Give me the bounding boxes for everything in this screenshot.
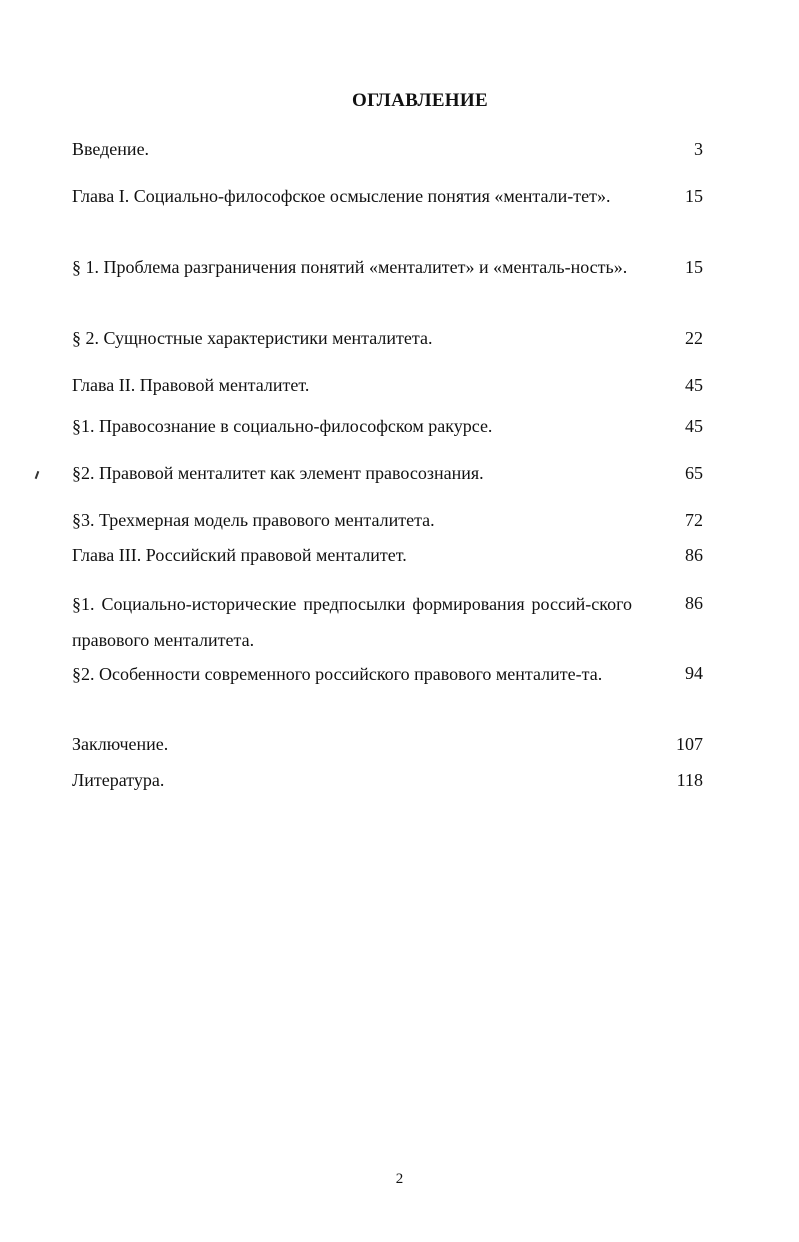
toc-entry-chapter-2: Глава II. Правовой менталитет. — [72, 375, 310, 395]
toc-entry-chapter-3: Глава III. Российский правовой менталитет. — [72, 545, 407, 565]
toc-title: ОГЛАВЛЕНИЕ — [352, 90, 488, 111]
toc-page-number: 15 — [685, 257, 703, 277]
toc-page-number: 65 — [685, 463, 703, 483]
scan-speck — [35, 471, 40, 479]
toc-entry-section-2-3: §3. Трехмерная модель правового менталитета. — [72, 510, 435, 530]
toc-entry-chapter-1: Глава I. Социально-философское осмысление понятия «ментали-тет». — [72, 186, 611, 206]
toc-page-number: 94 — [685, 663, 703, 683]
toc-page-number: 72 — [685, 510, 703, 530]
toc-page-number: 118 — [676, 770, 703, 790]
toc-entry-conclusion: Заключение. — [72, 734, 169, 754]
toc-page-number: 45 — [685, 416, 703, 436]
toc-entry-section-2-2: §2. Правовой менталитет как элемент правосознания. — [72, 463, 484, 483]
toc-entry-section-1-1: § 1. Проблема разграничения понятий «менталитет» и «менталь-ность». — [72, 257, 628, 277]
toc-page-number: 86 — [685, 545, 703, 565]
toc-entry-section-1-2: § 2. Сущностные характеристики менталитета. — [72, 328, 433, 348]
toc-entry-literature: Литература. — [72, 770, 165, 790]
page-number: 2 — [395, 1171, 404, 1187]
toc-entry-introduction: Введение. — [72, 139, 150, 159]
toc-entry-section-3-2: §2. Особенности современного российского правового менталите-та. — [72, 664, 603, 684]
toc-page-number: 86 — [685, 593, 703, 613]
toc-entry-section-2-1: §1. Правосознание в социально-философском ракурсе. — [72, 416, 493, 436]
toc-page-number: 107 — [676, 734, 703, 754]
toc-page-number: 3 — [694, 139, 703, 159]
toc-entry-section-3-1: §1. Социально-исторические предпосылки формирования россий-ского правового менталитета. — [72, 594, 632, 650]
toc-page-number: 45 — [685, 375, 703, 395]
toc-page-number: 15 — [685, 186, 703, 206]
toc-page-number: 22 — [685, 328, 703, 348]
